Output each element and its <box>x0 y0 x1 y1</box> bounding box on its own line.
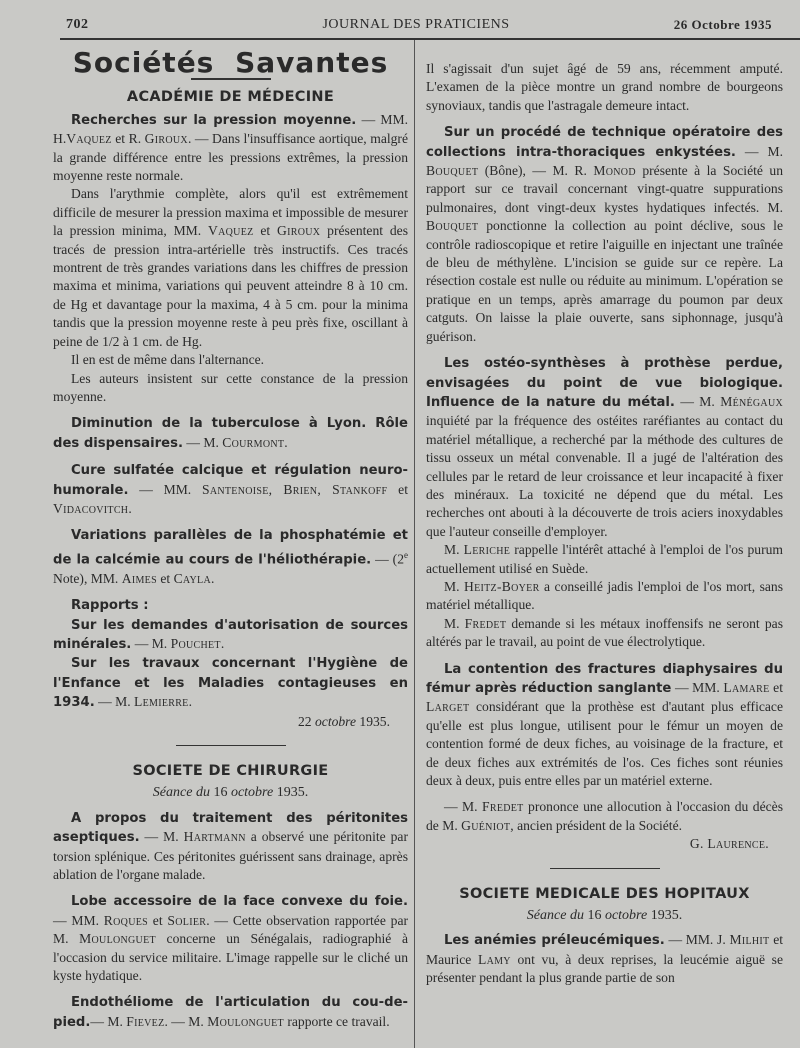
article-fractures-femur: La contention des fractures diaphysaires du fémur après réduction sanglante — MM. Lamare et Larget considérant que la prothèse est d'autant plus efficace qu'elle est plus longue, utilisent pour le fémur un moyen de contention formé de deux fiches, au voisinage de la fracture, et de deux fiches aux extrémités de l'os. Ces fiches sont réunies deux à deux, puis entre elles par un matériel externe. <box>426 661 783 789</box>
article-paragraph: Dans l'arythmie complète, alors qu'il est extrêmement difficile de mesurer la pression maxima et impossible de mesurer la pression minima, MM. Vaquez et Giroux présentent des tracés de pression intra-artérielle très instructifs. Ces tracés montrent de très grandes variations dans les chiffres de pression maxima et minima, variations qui peuvent atteindre 8 à 10 cm. de Hg et davantage pour la maxima, 4 à 5 cm. pour la minima tandis que la pression moyenne reste à peu près fixe, oscillant à peine de 1/2 à 1 cm. de Hg. <box>53 186 409 349</box>
article-paragraph: Les auteurs insistent sur cette constance de la pression moyenne. <box>53 370 408 404</box>
article-allocution: — M. Fredet prononce une allocution à l'occasion du décès de M. Guéniot, ancien président de la Société. <box>426 799 783 833</box>
article-phosphatemie: Variations parallèles de la phosphatémie et de la calcémie au cours de l'héliothérapie. — (2e Note), MM. Aimes et Cayla. <box>53 528 408 586</box>
hopitaux-heading: SOCIETE MEDICALE DES HOPITAUX <box>459 885 750 902</box>
article-cure-sulfatee: Cure sulfatée calcique et régulation neuro-humorale. — MM. Santenoise, Brien, Stankoff et Vidacovitch. <box>53 463 408 516</box>
article-tuberculose: Diminution de la tuberculose à Lyon. Rôle des dispensaires. — M. Courmont. <box>53 416 408 451</box>
article-anemies: Les anémies préleucémiques. — MM. J. Milhit et Maurice Lamy ont vu, à deux reprises, la leucémie aiguë se présenter pendant la plus grande partie de son <box>426 932 784 986</box>
academie-heading: ACADÉMIE DE MÉDECINE <box>126 89 335 106</box>
section-title: Sociétés Savantes <box>72 46 389 79</box>
article-endotheliome: Endothéliome de l'articulation du cou-de-pied.— M. Fievez. — M. Moulonguet rapporte ce travail. <box>53 995 408 1030</box>
article-paragraph: M. Heitz-Boyer a conseillé jadis l'emploi de l'os mort, sans matériel métallique. <box>426 578 783 613</box>
academie-date: 22 octobre 1935. <box>297 713 390 729</box>
section-divider <box>550 868 660 869</box>
author-signature: G. Laurence. <box>689 836 769 852</box>
article-pression-moyenne: Recherches sur la pression moyenne. — MM. H.Vaquez et R. Giroux. — Dans l'insuffisance aortique, malgré la grande différence entre les pressions extrêmes, la pression moyenne reste normale. <box>53 111 408 184</box>
chirurgie-seance: Séance du 16 octobre 1935. <box>152 785 309 801</box>
article-osteo-syntheses: Les ostéo-synthèses à prothèse perdue, envisagées du point de vue biologique. Influence de la nature du métal. — M. Ménégaux inquiété par la fréquence des ostéites raréfiantes au contact du matériel métallique, a recherché par la méthode des cultures de tissu osseux un métal convenable. Il a jugé de l'altération des cellules par le retard de leur croissance et leur incapacité à fixer des minéraux. La toxicité ne dépend que du métal. Les recherches ont abouti à la découverte de trois aciers inoxydables que l'auteur conseille d'employer. <box>426 356 783 539</box>
header-divider <box>60 38 800 40</box>
rapport-hygiene-enfance: Sur les travaux concernant l'Hygiène de l'Enfance et les Maladies contagieuses en 1934. — M. Lemierre. <box>53 656 408 711</box>
rapport-sources-minerales: Sur les demandes d'autorisation de sources minérales. — M. Pouchet. <box>53 617 408 652</box>
right-column <box>426 60 783 988</box>
section-divider <box>176 745 286 746</box>
column-divider <box>414 40 415 1048</box>
article-paragraph: M. Fredet demande si les métaux inoffensifs ne seront pas altérés par le travail, au point de vue électrolytique. <box>426 615 783 650</box>
rapports-label: Rapports : <box>71 598 149 614</box>
article-peritonites: A propos du traitement des péritonites aseptiques. — M. Hartmann a observé une péritonite par torsion splénique. Ces péritonites guérissent sans drainage, après ablation de l'organe malade. <box>53 810 408 882</box>
article-paragraph: M. Leriche rappelle l'intérêt attaché à l'emploi de l'os purum actuellement utilisé en Suède. <box>426 542 784 576</box>
article-collections-thoraciques: Sur un procédé de technique opératoire des collections intra-thoraciques enkystées. — M. Bouquet (Bône), — M. R. Monod présente à la Société un rapport sur ce travail concernant vingt-quatre suppurations pulmonaires, dont vingt-deux kystes hydatiques infectés. M. Bouquet ponctionne la collection au point déclive, sous le contrôle radioscopique et retire l'aiguille en injectant une traînée de bleu de méthylène. L'incision se guide sur ce repère. La résection costale est nulle ou réduite au minimum. L'opération se pratique en un temps, après amarrage du poumon par deux catguts. On laisse la plaie ouverte, sans siphonnage, jusqu'à guérison. <box>426 125 783 344</box>
chirurgie-heading: SOCIETE DE CHIRURGIE <box>132 762 329 779</box>
hopitaux-seance: Séance du 16 octobre 1935. <box>526 908 683 924</box>
journal-title: JOURNAL DES PRATICIENS <box>322 17 510 32</box>
article-continuation: Il s'agissait d'un sujet âgé de 59 ans, récemment amputé. L'examen de la pièce montre un grand nombre de bourgeons synoviaux, tandis que l'astragale demeure intact. <box>426 61 783 113</box>
article-paragraph: Il en est de même dans l'alternance. <box>71 352 265 368</box>
left-column <box>53 44 408 1032</box>
page-header <box>60 14 772 38</box>
issue-date: 26 Octobre 1935 <box>673 17 772 32</box>
article-lobe-accessoire: Lobe accessoire de la face convexe du foie. — MM. Roques et Solier. — Cette observation rapportée par M. Moulonguet concerne un Sénégalais, radiographié à l'occasion du service militaire. L'image rappelle sur le cliché un kyste hydatique. <box>53 894 409 983</box>
page-number: 702 <box>66 17 89 32</box>
